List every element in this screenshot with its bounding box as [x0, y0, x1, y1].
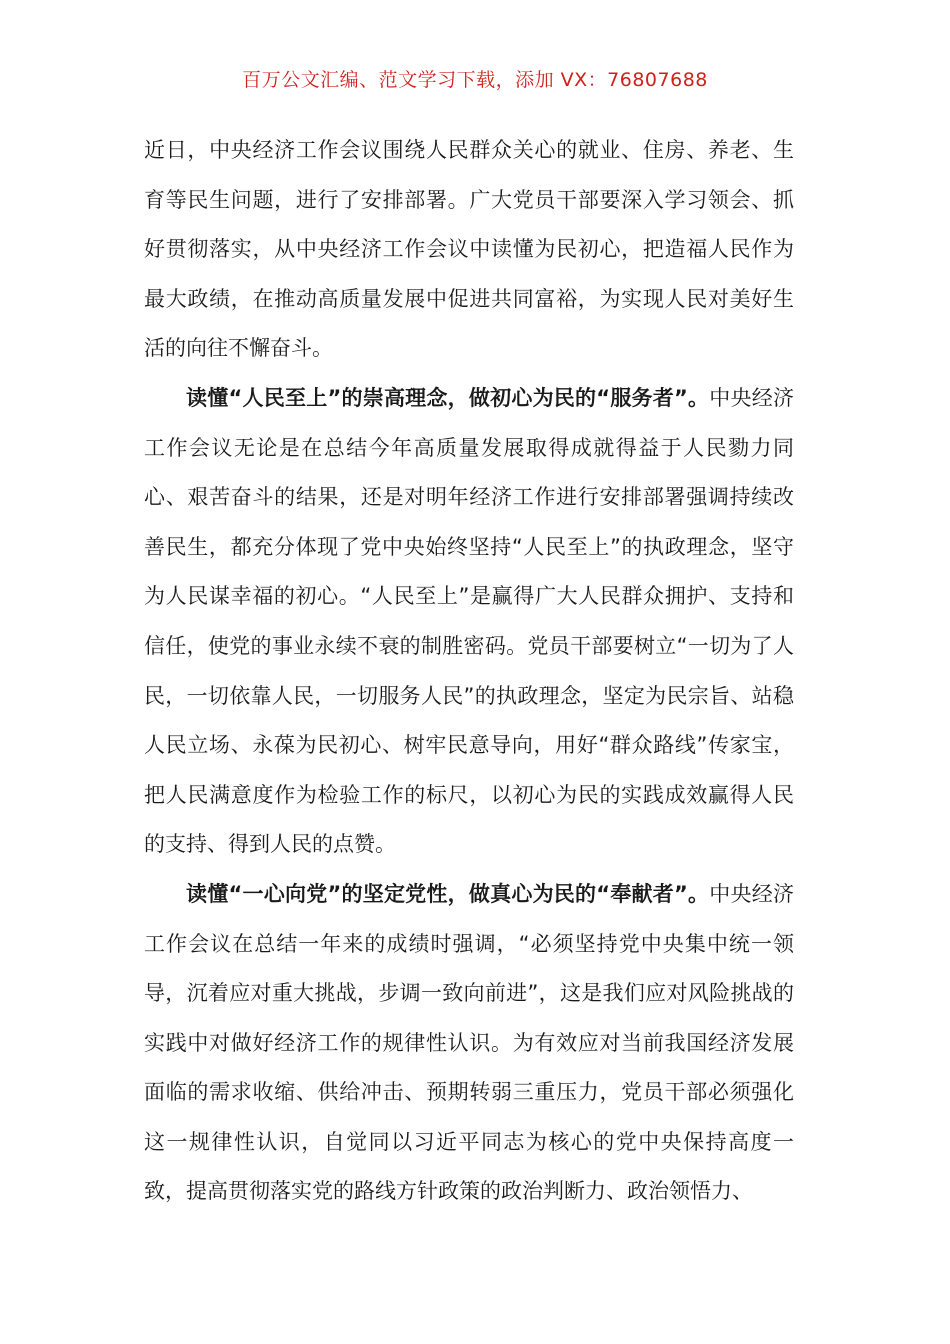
- paragraph-text: 近日，中央经济工作会议围绕人民群众关心的就业、住房、养老、生育等民生问题，进行了安排部署。广大党员干部要深入学习领会、抓好贯彻落实，从中央经济工作会议中读懂为民初心，把造福人民作为最大政绩，在推动高质量发展中促进共同富裕，为实现人民对美好生活的向往不懈奋斗。: [144, 138, 794, 361]
- paragraph-party-loyalty: [144, 870, 794, 1217]
- paragraph-lead: 读懂“人民至上”的崇高理念，做初心为民的“服务者”。: [186, 385, 710, 410]
- paragraph-lead: 读懂“一心向党”的坚定党性，做真心为民的“奉献者”。: [186, 881, 710, 906]
- paragraph-intro: [144, 126, 794, 374]
- document-body: [144, 126, 794, 1217]
- paragraph-people-first: [144, 374, 794, 870]
- paragraph-text: 中央经济工作会议在总结一年来的成绩时强调，“必须坚持党中央集中统一领导，沉着应对重大挑战，步调一致向前进”，这是我们应对风险挑战的实践中对做好经济工作的规律性认识。为有效应对当前我国经济发展面临的需求收缩、供给冲击、预期转弱三重压力，党员干部必须强化这一规律性认识，自觉同以习近平同志为核心的党中央保持高度一致，提高贯彻落实党的路线方针政策的政治判断力、政治领悟力、: [144, 881, 794, 1204]
- paragraph-text: 中央经济工作会议无论是在总结今年高质量发展取得成就得益于人民勠力同心、艰苦奋斗的结果，还是对明年经济工作进行安排部署强调持续改善民生，都充分体现了党中央始终坚持“人民至上”的执政理念，坚守为人民谋幸福的初心。“人民至上”是赢得广大人民群众拥护、支持和信任，使党的事业永续不衰的制胜密码。党员干部要树立“一切为了人民，一切依靠人民，一切服务人民”的执政理念，坚定为民宗旨、站稳人民立场、永葆为民初心、树牢民意导向，用好“群众路线”传家宝，把人民满意度作为检验工作的标尺，以初心为民的实践成效赢得人民的支持、得到人民的点赞。: [144, 385, 794, 857]
- header-banner: 百万公文汇编、范文学习下载，添加 VX：76807688: [242, 69, 708, 91]
